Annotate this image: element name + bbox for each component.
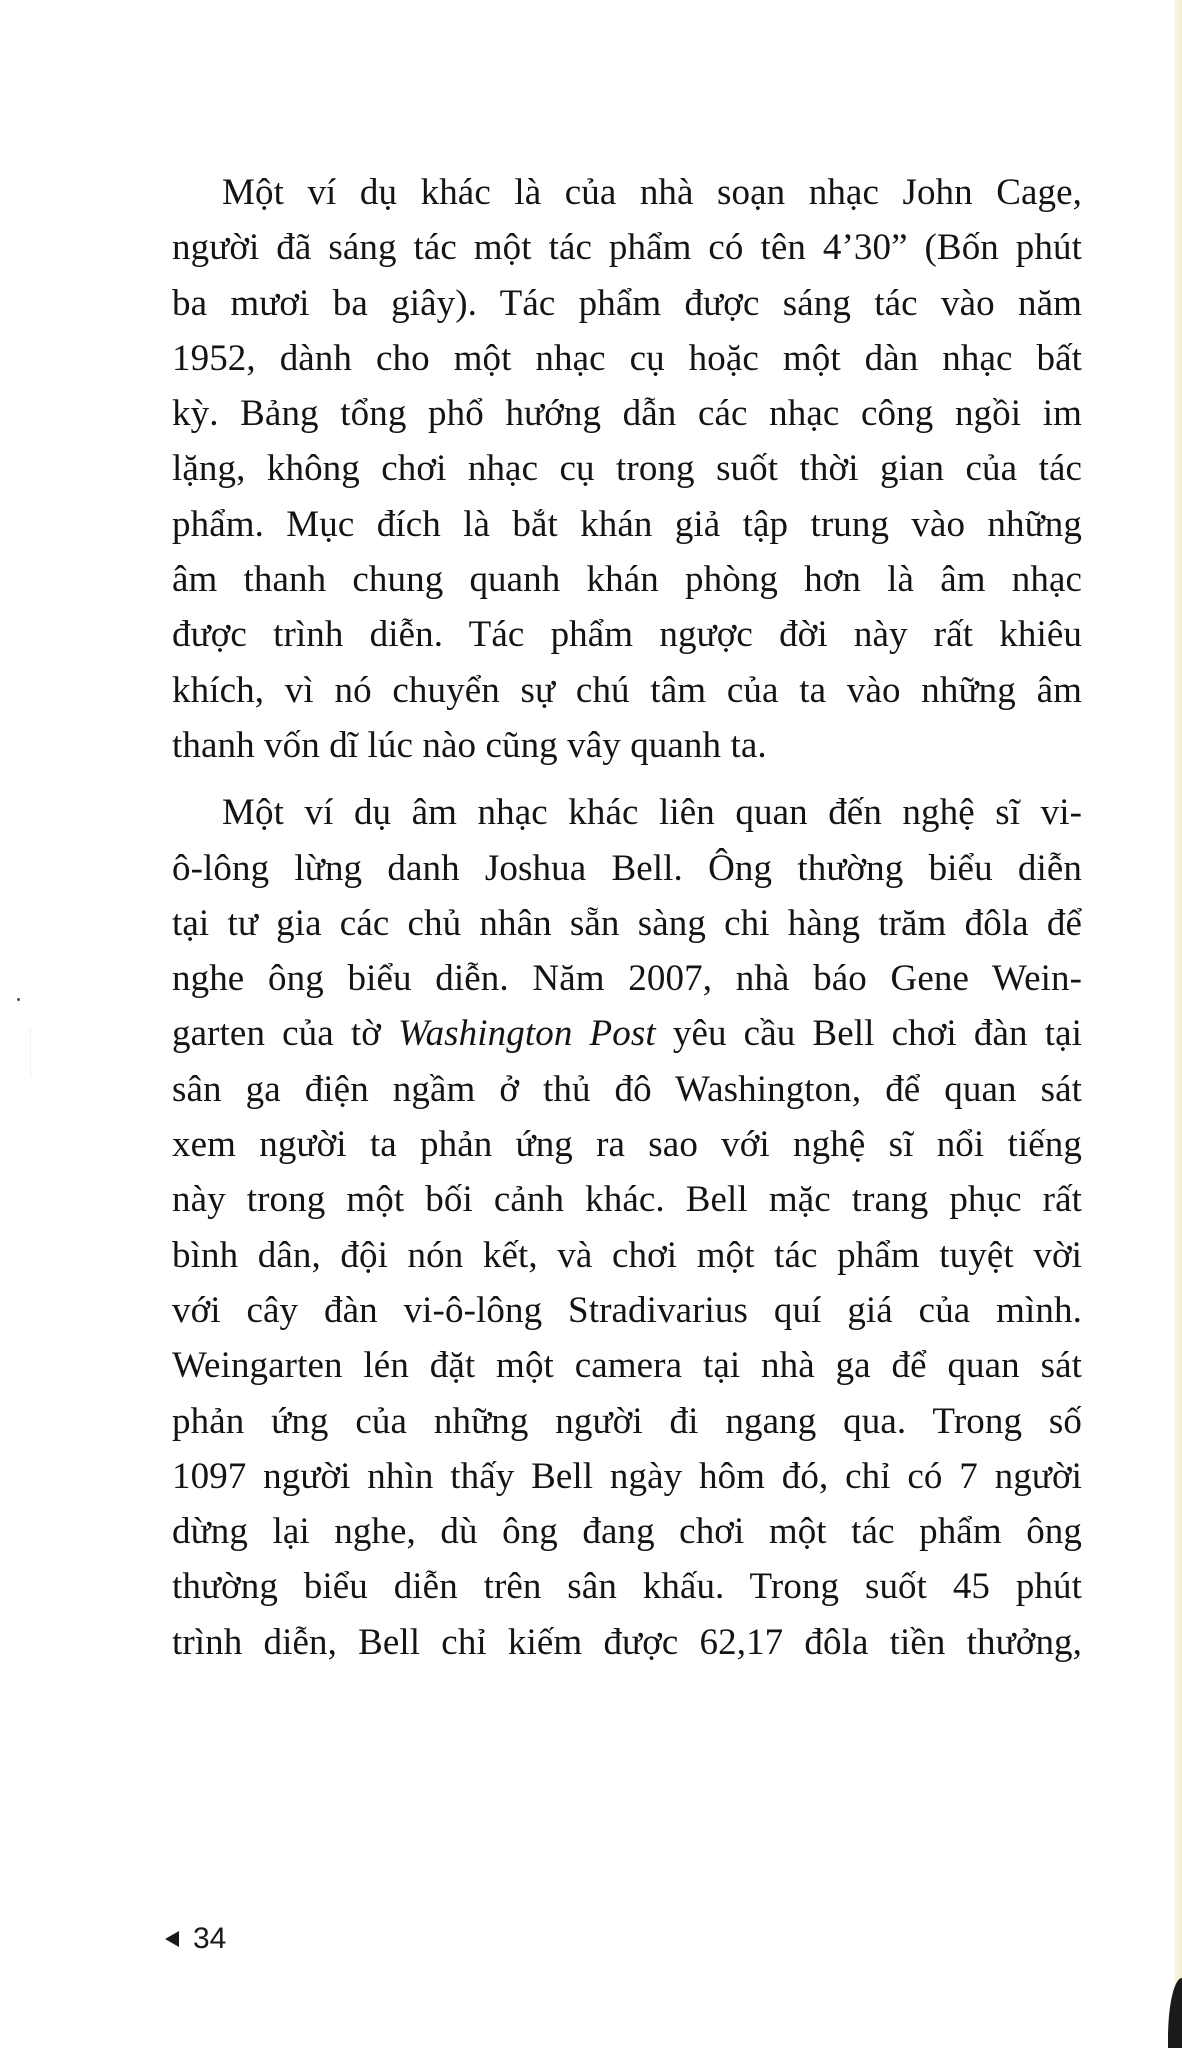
text-line: 1952, dành cho một nhạc cụ hoặc một dàn nhạc bất [172,337,1082,379]
body-text [172,165,1082,1670]
text-line: với cây đàn vi-ô-lông Stradivarius quí giá của mình. [172,1289,1082,1331]
text-line: 1097 người nhìn thấy Bell ngày hôm đó, chỉ có 7 người [172,1455,1082,1497]
text-line: Một ví dụ khác là của nhà soạn nhạc John Cage, [222,172,1082,213]
text-line: âm thanh chung quanh khán phòng hơn là âm nhạc [172,559,1082,601]
text-line: sân ga điện ngầm ở thủ đô Washington, để quan sát [172,1068,1082,1110]
page-number-text: 34 [193,1922,227,1955]
paragraph-2 [172,785,1082,1670]
text-line: ba mươi ba giây). Tác phẩm được sáng tác vào năm [172,282,1082,324]
text-line: Một ví dụ âm nhạc khác liên quan đến nghệ sĩ vi- [222,792,1082,834]
paper-speck [17,998,20,1001]
text-segment: garten của tờ [172,1013,399,1055]
text-line: lặng, không chơi nhạc cụ trong suốt thời gian của tác [172,448,1082,490]
text-line: dừng lại nghe, dù ông đang chơi một tác phẩm ông [172,1511,1082,1553]
text-line: bình dân, đội nón kết, và chơi một tác phẩm tuyệt vời [172,1234,1082,1276]
text-line: người đã sáng tác một tác phẩm có tên 4’30” (Bốn phút [172,227,1082,269]
text-line: xem người ta phản ứng ra sao với nghệ sĩ nổi tiếng [172,1124,1082,1166]
text-line: này trong một bối cảnh khác. Bell mặc trang phục rất [172,1179,1082,1221]
text-line: kỳ. Bảng tổng phổ hướng dẫn các nhạc công ngồi im [172,393,1082,435]
page-number [165,1922,226,1956]
text-line: Weingarten lén đặt một camera tại nhà ga để quan sát [172,1345,1082,1387]
text-line-with-italic [172,1006,1082,1061]
text-line: thường biểu diễn trên sân khấu. Trong suốt 45 phút [172,1566,1082,1608]
text-segment: yêu cầu Bell chơi đàn tại [655,1013,1082,1055]
paper-crease [0,1027,31,1103]
text-line: khích, vì nó chuyển sự chú tâm của ta vào những âm [172,669,1082,711]
text-line: được trình diễn. Tác phẩm ngược đời này rất khiêu [172,614,1082,656]
triangle-left-icon [165,1931,179,1947]
text-line: phản ứng của những người đi ngang qua. Trong số [172,1400,1082,1442]
page-edge [1174,0,1182,2048]
text-line: thanh vốn dĩ lúc nào cũng vây quanh ta. [172,724,767,766]
text-line: ô-lông lừng danh Joshua Bell. Ông thường biểu diễn [172,847,1082,889]
publication-title: Washington Post [398,1013,656,1055]
book-corner-shadow [1168,1978,1182,2048]
text-line: phẩm. Mục đích là bắt khán giả tập trung vào những [172,503,1082,545]
text-line: nghe ông biểu diễn. Năm 2007, nhà báo Gene Wein- [172,958,1082,1000]
text-line: tại tư gia các chủ nhân sẵn sàng chi hàng trăm đôla để [172,902,1082,944]
text-line: trình diễn, Bell chỉ kiếm được 62,17 đôla tiền thưởng, [172,1621,1082,1663]
paragraph-1 [172,165,1082,773]
